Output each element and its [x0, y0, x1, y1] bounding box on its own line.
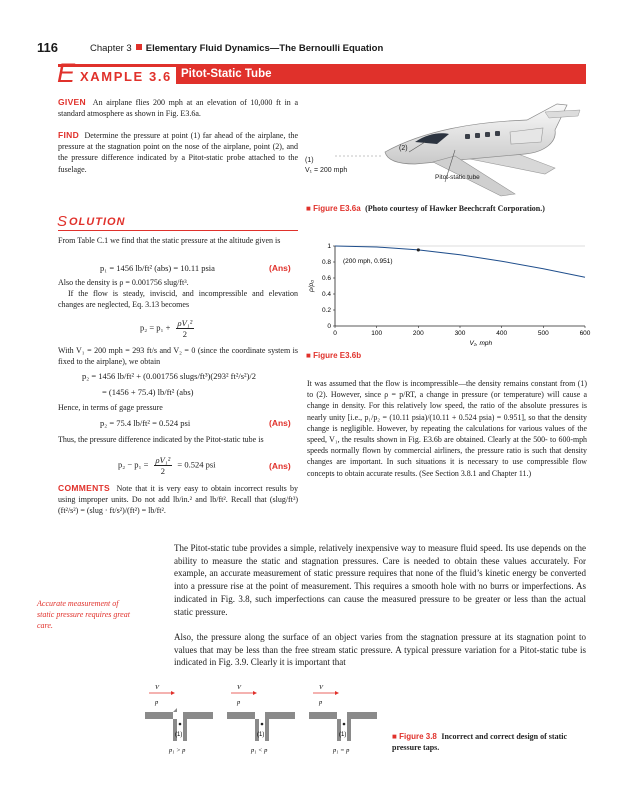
figure-3-8-label: Figure 3.8 [399, 732, 437, 741]
solution-para-2: Also the density is ρ = 0.001756 slug/ft³. [58, 278, 189, 287]
equation-p2-b: = (1456 + 75.4) lb/ft² (abs) [102, 387, 194, 397]
pressure-relation: p₁ = p [333, 747, 350, 754]
figure-3-8-text: Incorrect and correct design of static pressure taps. [392, 732, 567, 752]
right-column-text: It was assumed that the flow is incompressible—the density remains constant from (1) to (2). However, since ρ = p/RT, a change in pressure (or temperature) will cause a change in density. For this relatively low speed, the ratio of the absolute pressures is nearly unity [i.e., p₁/p₂ = (10.11 psia)/(10.11 + 0.524 psia) = 0.951], so that the density change is negligible. However, by repeating the calculations for various values of the speed, V₁, the results shown in Fig. E3.6b are obtained. Clearly at the 500- to 600-mph speeds normally flown by commercial airliners, the pressure ratio is such that density changes are important. In such situations it is necessary to use compressible flow concepts to obtain accurate results. (See Section 3.8.1 and Chapter 11.) [307, 379, 587, 478]
x-tick-label: 400 [496, 330, 508, 337]
equation-p2-numerator: ρV₁² [177, 318, 193, 328]
solution-para-1: From Table C.1 we find that the static pressure at the altitude given is [58, 236, 281, 245]
x-axis-label: V₁, mph [469, 340, 493, 347]
x-tick-label: 100 [371, 330, 383, 337]
flow-arrowhead [335, 691, 339, 695]
body-paragraph-2: Also, the pressure along the surface of an object varies from the stagnation pressure at its stagnation point to values that may be less than the free stream static pressure. A typical pressure variation for a Pitot-static tube is indicated in Fig. 3.9. Clearly it is important that [174, 632, 586, 668]
figure-3-8-caption: ■ Figure 3.8 Incorrect and correct design of static pressure taps. [392, 732, 567, 752]
y-tick-label: 0.4 [321, 291, 331, 299]
velocity-label: V [155, 684, 159, 691]
given-text: An airplane flies 200 mph at an elevation of 10,000 ft in a standard atmosphere as shown in Fig. E3.6a. [58, 98, 298, 119]
wall-left [309, 712, 337, 719]
equation-p2 [140, 318, 194, 339]
equation-p2-lhs: p₂ = p₁ + [140, 322, 171, 333]
x-tick-label: 300 [454, 330, 466, 337]
x-tick-label: 200 [412, 330, 424, 337]
equation-diff-denominator: 2 [160, 466, 166, 476]
velocity-label: V [237, 684, 241, 691]
bullet-square-icon [136, 44, 142, 50]
photo-point-2: (2) [399, 145, 408, 152]
y-tick-label: 0.2 [321, 307, 331, 315]
comments-label: COMMENTS [58, 483, 110, 493]
tap-point-label: (1) [175, 732, 183, 738]
solution-para-4: With V₁ = 200 mph = 293 ft/s and V₂ = 0 (since the coordinate system is fixed to the airplane), we obtain [58, 346, 298, 367]
pressure-label: p [237, 699, 241, 706]
photo-tube-label: Pitot-static tube [435, 174, 480, 181]
pressure-label: p [155, 699, 159, 706]
chapter-label: Chapter 3 [90, 43, 132, 54]
find-block [58, 130, 298, 175]
example-first-letter: E [57, 58, 76, 88]
point-annotation: (200 mph, 0.951) [343, 258, 393, 265]
solution-first-letter: S [57, 213, 68, 230]
comments-text: Note that it is very easy to obtain incorrect results by using improper units. Do not add lb/in.² and lb/ft². Recall that (slug/ft³)(ft²/s²) = (slug · ft/s²)/(ft²) = lb/ft². [58, 484, 298, 516]
solution-para-3: If the flow is steady, inviscid, and incompressible and elevation changes are neglected, Eq. 3.13 becomes [58, 289, 298, 310]
wall-right [265, 712, 295, 719]
page-number: 116 [37, 40, 58, 55]
example-label: XAMPLE 3.6 [80, 69, 172, 84]
solution-para-5: Hence, in terms of gage pressure [58, 403, 163, 412]
equation-diff-rhs: = 0.524 psi [177, 459, 216, 470]
find-label: FIND [58, 130, 80, 140]
wall-left [145, 712, 173, 719]
data-point [417, 248, 420, 251]
y-tick-label: 0.8 [321, 259, 331, 267]
chapter-title: Elementary Fluid Dynamics—The Bernoulli Equation [145, 43, 384, 54]
equation-diff-lhs: p₂ − p₁ = [118, 459, 149, 470]
x-tick-label: 600 [579, 330, 591, 337]
photo-point-1: (1) [305, 157, 314, 164]
y-axis-label: ρ/ρ₀ [308, 280, 315, 292]
tap-wall-right [347, 719, 351, 741]
tap-point-label: (1) [339, 732, 347, 738]
y-tick-label: 1 [327, 243, 331, 251]
figure-e36b-caption: ■ Figure E3.6b [306, 351, 362, 360]
pressure-label: p [319, 699, 323, 706]
flow-arrowhead [253, 691, 257, 695]
answer-tag-1: (Ans) [269, 263, 291, 273]
body-paragraph-1: The Pitot-static tube provides a simple, relatively inexpensive way to measure fluid speed. Its use depends on the ability to measure the static and stagnation pressures. Care is needed to obtain these values accurately. For example, an accurate measurement of static pressure requires that none of the fluid’s kinetic energy be converted into a pressure rise at the point of measurement. This requires a smooth hole with no burrs or imperfections. As indicated in Fig. 3.8, such imperfections can cause the measured pressure to be greater or less than the actual static pressure. [174, 543, 586, 617]
pressure-relation: p₁ > p [169, 747, 186, 754]
pressure-relation: p₁ < p [251, 747, 268, 754]
figure-e36a-caption: ■ Figure E3.6a (Photo courtesy of Hawker Beechcraft Corporation.) [306, 204, 545, 213]
airplane-photo [305, 90, 587, 202]
solution-para-6: Thus, the pressure difference indicated by the Pitot-static tube is [58, 435, 264, 444]
equation-diff-numerator: ρV₁² [155, 455, 171, 465]
equation-difference [118, 455, 216, 476]
flow-arrowhead [171, 691, 175, 695]
solution-heading: OLUTION [69, 216, 126, 228]
density-ratio-chart [305, 238, 595, 350]
wall-right [183, 712, 213, 719]
tap-wall-right [265, 719, 269, 741]
x-tick-label: 0 [333, 330, 337, 337]
equation-gage: p₂ = 75.4 lb/ft² = 0.524 psi [100, 418, 191, 428]
margin-note: Accurate measurement of static pressure requires great care. [37, 599, 130, 630]
photo-speed: V₁ = 200 mph [305, 167, 348, 174]
given-block [58, 97, 298, 119]
figure-e36b-label: Figure E3.6b [313, 351, 362, 360]
y-tick-label: 0 [327, 323, 331, 331]
velocity-label: V [319, 684, 323, 691]
wall-left [227, 712, 255, 719]
rounded-edge [255, 712, 259, 719]
x-tick-label: 500 [537, 330, 549, 337]
wall-right [347, 712, 377, 719]
given-label: GIVEN [58, 97, 86, 107]
tap-wall-right [183, 719, 187, 741]
tap-point [261, 723, 264, 726]
tap-point [179, 723, 182, 726]
equation-p2-denominator: 2 [182, 329, 188, 339]
answer-tag-2: (Ans) [269, 418, 291, 428]
y-tick-label: 0.6 [321, 275, 331, 283]
tap-point [343, 723, 346, 726]
airplane-icon [305, 90, 587, 202]
burr-up [173, 708, 177, 712]
tap-point-label: (1) [257, 732, 265, 738]
static-tap-diagram [145, 680, 380, 758]
solution-rule [58, 230, 298, 231]
equation-p1: p₁ = 1456 lb/ft² (abs) = 10.11 psia [100, 263, 215, 273]
running-header [90, 43, 383, 54]
figure-e36a-label: Figure E3.6a [313, 204, 361, 213]
example-title: Pitot-Static Tube [181, 68, 272, 80]
answer-tag-3: (Ans) [269, 461, 291, 471]
figure-e36a-text: (Photo courtesy of Hawker Beechcraft Corporation.) [365, 204, 545, 213]
find-text: Determine the pressure at point (1) far ahead of the airplane, the pressure at the stagnation point on the nose of the airplane, point (2), and the pressure difference indicated by a Pitot-static probe attached to the fuselage. [58, 131, 298, 174]
comments-block [58, 483, 298, 517]
equation-p2-a: p₂ = 1456 lb/ft² + (0.001756 slugs/ft³)(293² ft²/s²)/2 [82, 371, 257, 381]
